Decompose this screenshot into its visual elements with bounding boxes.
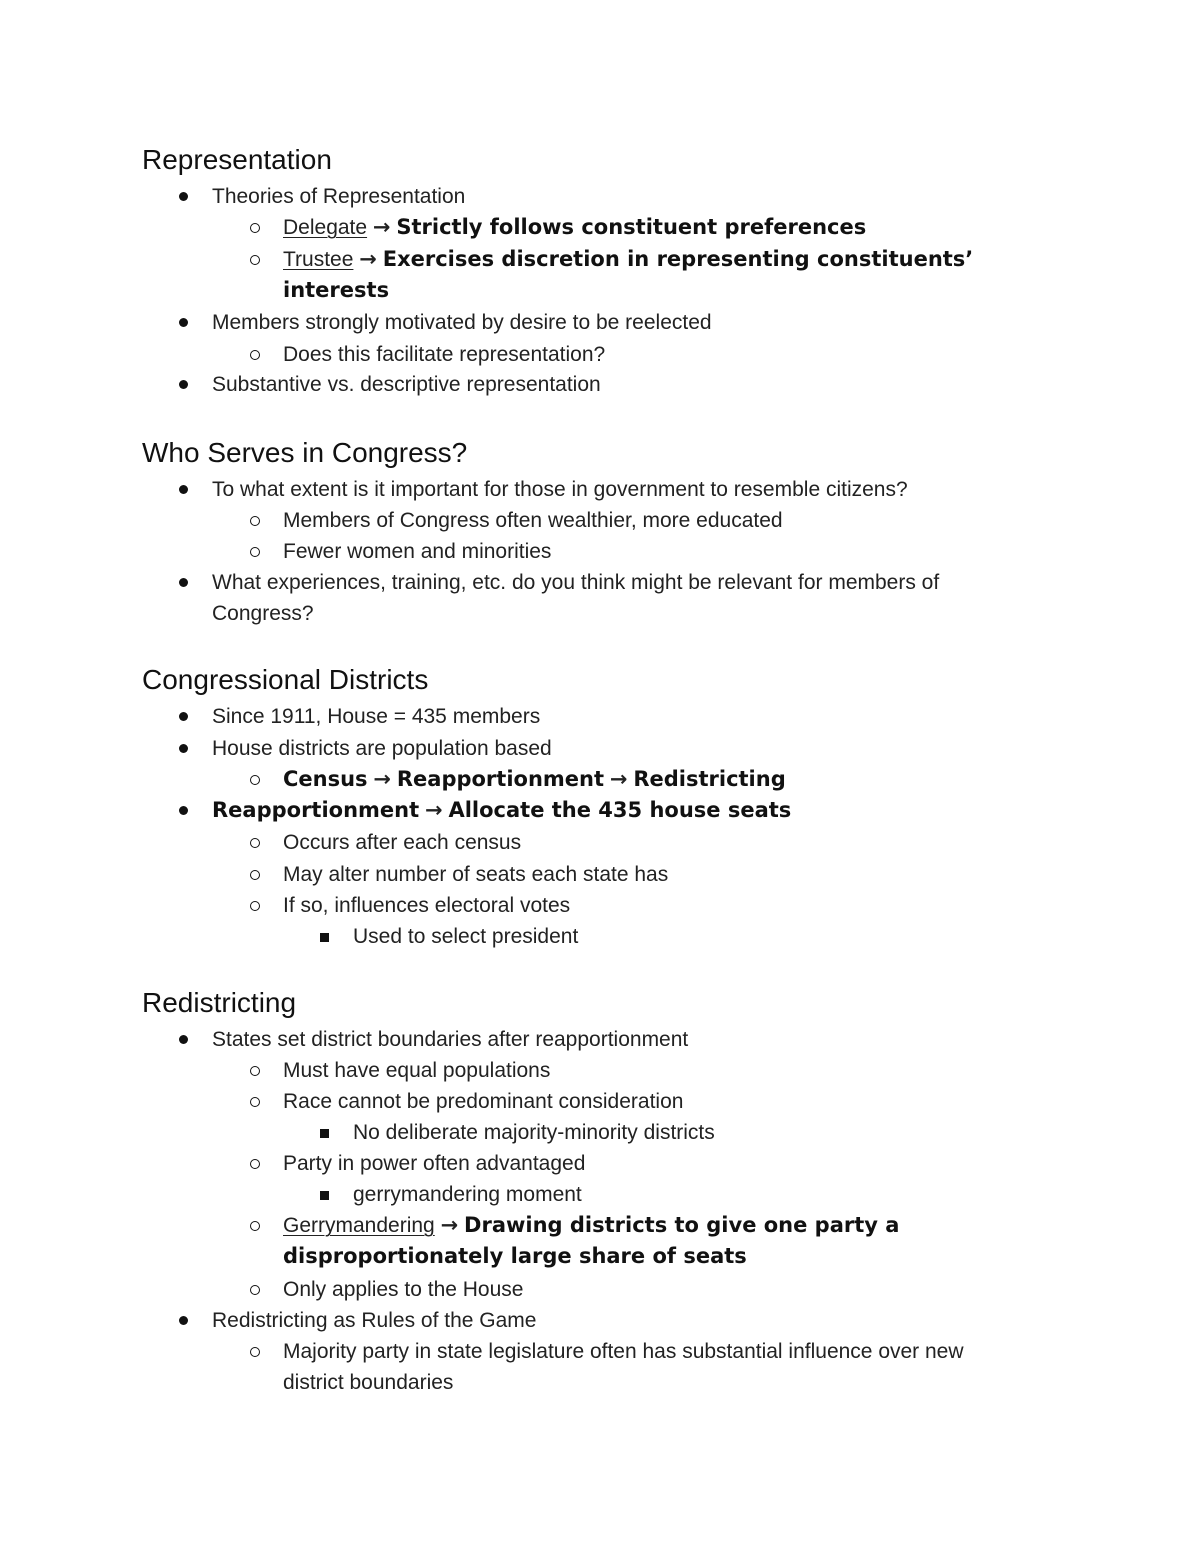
list-item: Fewer women and minorities <box>283 536 1073 567</box>
term-gerrymandering: Gerrymandering <box>283 1214 435 1237</box>
list-item: Since 1911, House = 435 members <box>212 701 1072 732</box>
definition-continued: interests <box>283 278 390 302</box>
bullet-filled-icon <box>179 578 188 587</box>
section-title-who-serves: Who Serves in Congress? <box>142 437 468 468</box>
arrow-icon: → <box>440 1213 459 1237</box>
bullet-filled-icon <box>179 806 188 815</box>
list-item: Substantive vs. descriptive representation <box>212 369 1072 400</box>
bullet-filled-icon <box>179 380 188 389</box>
list-item: Members of Congress often wealthier, more educated <box>283 505 1073 536</box>
bullet-hollow-icon <box>250 223 260 233</box>
bullet-hollow-icon <box>250 1097 260 1107</box>
definition-continued: disproportionately large share of seats <box>283 1244 747 1268</box>
list-item: Occurs after each census <box>283 827 1073 858</box>
definition: Strictly follows constituent preferences <box>396 215 867 239</box>
list-item: Must have equal populations <box>283 1055 1073 1086</box>
list-item <box>283 212 1073 243</box>
list-item: What experiences, training, etc. do you think might be relevant for members of Congress? <box>212 567 1072 629</box>
list-item: Only applies to the House <box>283 1274 1073 1305</box>
term-trustee: Trustee <box>283 248 354 271</box>
list-item: Redistricting as Rules of the Game <box>212 1305 1072 1336</box>
bullet-filled-icon <box>179 712 188 721</box>
bullet-hollow-icon <box>250 1066 260 1076</box>
section-title-representation: Representation <box>142 144 332 175</box>
bullet-hollow-icon <box>250 838 260 848</box>
bullet-filled-icon <box>179 1316 188 1325</box>
bullet-square-icon <box>320 1129 329 1138</box>
bullet-square-icon <box>320 1191 329 1200</box>
arrow-icon: → <box>372 215 391 239</box>
bullet-hollow-icon <box>250 901 260 911</box>
bullet-square-icon <box>320 933 329 942</box>
list-item: Reapportionment → Allocate the 435 house seats <box>212 795 1072 826</box>
list-item: House districts are population based <box>212 733 1072 764</box>
list-item <box>283 244 1073 306</box>
arrow-icon: → <box>609 767 628 791</box>
bullet-hollow-icon <box>250 1347 260 1357</box>
list-item: No deliberate majority-minority districts <box>353 1117 1073 1148</box>
list-item: May alter number of seats each state has <box>283 859 1073 890</box>
list-item: Does this facilitate representation? <box>283 339 1073 370</box>
list-item: If so, influences electoral votes <box>283 890 1073 921</box>
bullet-hollow-icon <box>250 255 260 265</box>
bullet-filled-icon <box>179 485 188 494</box>
bullet-hollow-icon <box>250 1159 260 1169</box>
list-item: Used to select president <box>353 921 1073 952</box>
bullet-filled-icon <box>179 192 188 201</box>
list-item: States set district boundaries after reapportionment <box>212 1024 1072 1055</box>
arrow-icon: → <box>425 798 443 822</box>
term-delegate: Delegate <box>283 216 368 239</box>
list-item: Race cannot be predominant consideration <box>283 1086 1073 1117</box>
list-item: Majority party in state legislature often has substantial influence over new district boundaries <box>283 1336 1073 1398</box>
arrow-icon: → <box>359 247 377 271</box>
list-item: gerrymandering moment <box>353 1179 1073 1210</box>
arrow-icon: → <box>373 767 392 791</box>
list-item: Members strongly motivated by desire to be reelected <box>212 307 1072 338</box>
bullet-filled-icon <box>179 1035 188 1044</box>
list-item: Theories of Representation <box>212 181 1072 212</box>
section-title-congressional-districts: Congressional Districts <box>142 664 429 695</box>
bullet-hollow-icon <box>250 1221 260 1231</box>
bullet-hollow-icon <box>250 516 260 526</box>
definition: Drawing districts to give one party a <box>464 1213 900 1237</box>
bullet-hollow-icon <box>250 1285 260 1295</box>
list-item: Census → Reapportionment → Redistricting <box>283 764 1073 795</box>
bullet-hollow-icon <box>250 870 260 880</box>
list-item: To what extent is it important for those in government to resemble citizens? <box>212 474 1072 505</box>
list-item: Party in power often advantaged <box>283 1148 1073 1179</box>
bullet-filled-icon <box>179 318 188 327</box>
list-item <box>283 1210 1073 1272</box>
definition: Exercises discretion in representing constituents’ <box>382 247 974 271</box>
section-title-redistricting: Redistricting <box>142 987 297 1018</box>
bullet-hollow-icon <box>250 350 260 360</box>
bullet-hollow-icon <box>250 547 260 557</box>
bullet-filled-icon <box>179 744 188 753</box>
bullet-hollow-icon <box>250 775 260 785</box>
